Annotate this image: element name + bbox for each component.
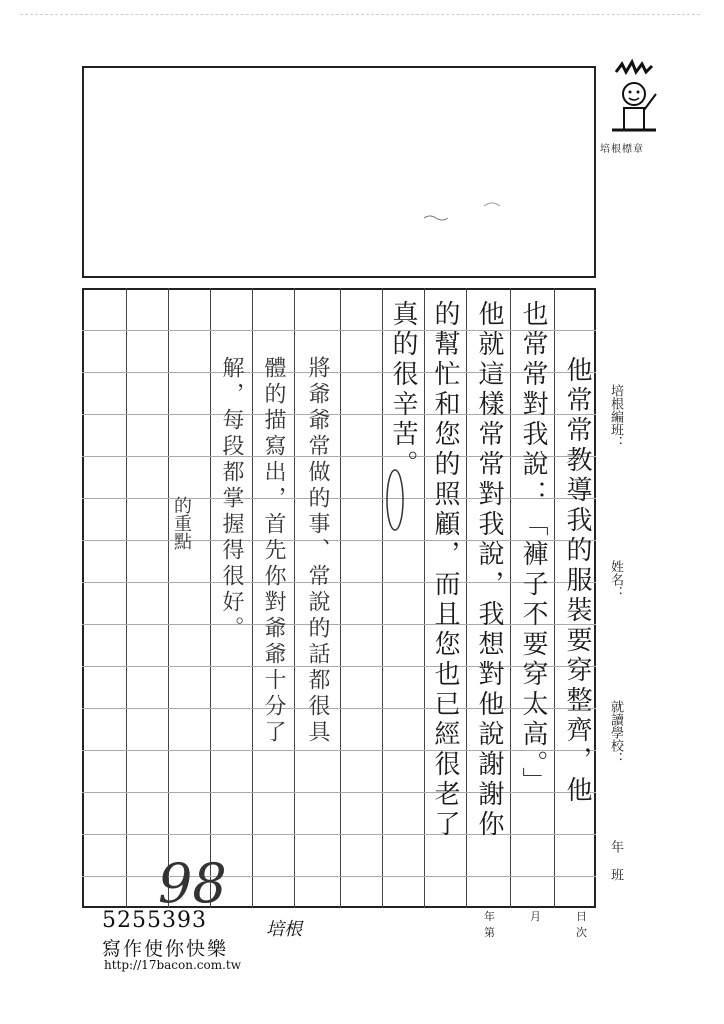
grid-column-line: [126, 288, 127, 908]
essay-column-1: 他常常教導我的服裝要穿整齊，他: [562, 356, 592, 806]
footer-month-label: 月: [530, 910, 541, 923]
grid-column-line: [382, 288, 383, 908]
grid-column-line: [466, 288, 467, 908]
teacher-signature: 培根: [266, 919, 302, 940]
footer-year-label: 年: [484, 910, 495, 923]
comment-scribble: [84, 68, 598, 280]
bacon-stamp-icon: [604, 58, 668, 144]
grid-column-line: [554, 288, 555, 908]
grade-mark: 98: [158, 852, 227, 915]
grid-column-line: [510, 288, 511, 908]
scan-top-edge: [20, 14, 700, 17]
teacher-comment-box: [82, 66, 596, 278]
essay-column-2: 也常常對我說：「褲子不要穿太高。」: [518, 300, 548, 797]
grid-row-line: [82, 834, 596, 835]
school-label: 就讀學校：: [608, 700, 623, 765]
brand-url: http://17bacon.com.tw: [104, 958, 242, 972]
margin-note: 的重點: [171, 496, 192, 550]
footer-order-label: 第: [484, 926, 495, 939]
comment-column-1: 將爺爺常做的事、常說的話都很具: [305, 356, 330, 746]
teacher-circle-mark: [380, 460, 410, 540]
brand-slogan: 寫作使你快樂: [102, 938, 229, 960]
grid-column-line: [252, 288, 253, 908]
stamp-label: 培根標章: [600, 144, 644, 155]
name-label: 姓名：: [608, 560, 623, 599]
grid-column-line: [168, 288, 169, 908]
essay-column-4: 的幫忙和您的照顧，而且您也已經很老了: [430, 300, 460, 840]
essay-column-3: 他就這樣常常對我說，我想對他說謝謝你: [474, 300, 504, 840]
footer-times-label: 次: [576, 926, 587, 939]
grid-column-line: [424, 288, 425, 908]
grade-class-label: 年 班: [608, 840, 623, 881]
grid-column-line: [340, 288, 341, 908]
comment-column-2: 體的描寫出，首先你對爺爺十分了: [261, 356, 286, 746]
comment-column-3: 解，每段都掌握得很好。: [219, 356, 244, 642]
brand-phone-number: 5255393: [102, 908, 207, 933]
grid-column-line: [210, 288, 211, 908]
footer-day-label: 日: [576, 910, 587, 923]
class-label: 培根編班：: [608, 384, 623, 449]
essay-column-5: 真的很辛苦。: [388, 300, 418, 480]
grid-column-line: [294, 288, 295, 908]
